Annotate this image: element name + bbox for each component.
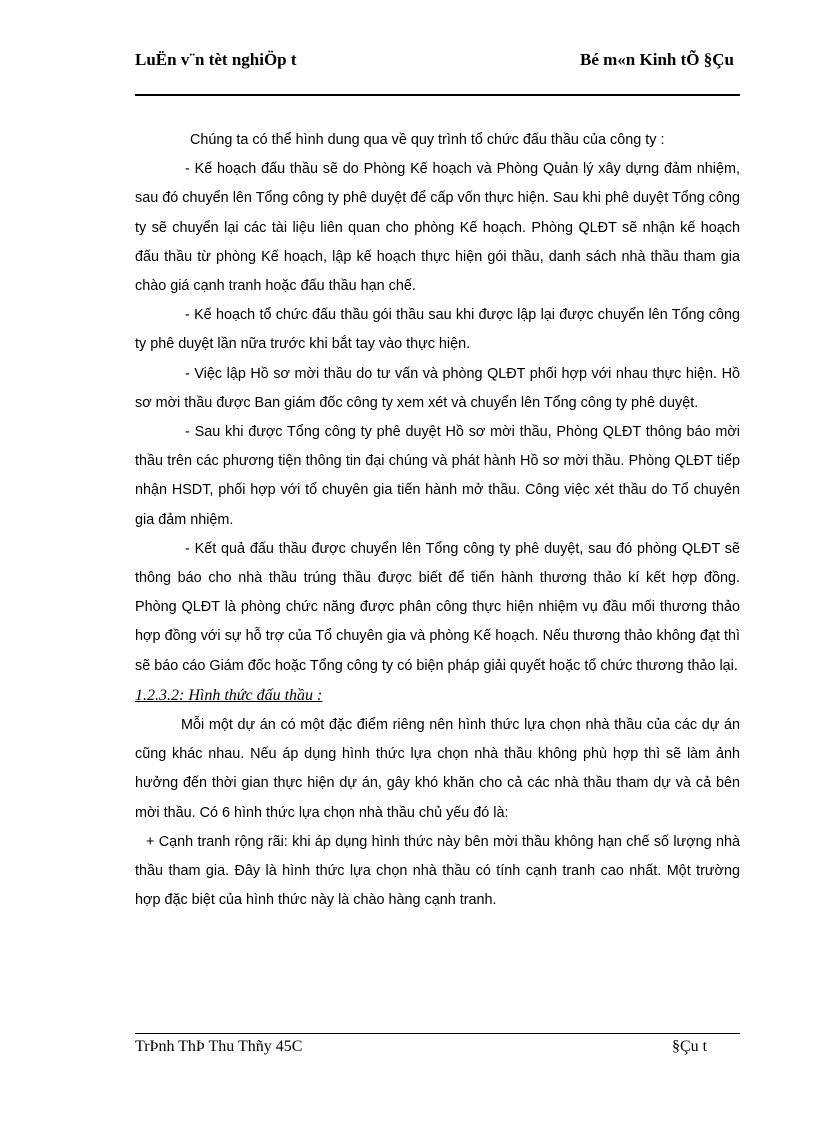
paragraph-bid-announcement: - Sau khi được Tổng công ty phê duyệt Hồ sơ mời thầu, Phòng QLĐT thông báo mời thầu trên các phương tiện thông tin đại chúng và phát hành Hồ sơ mời thầu. Phòng QLĐT tiếp nhận HSDT, phối hợp với tổ chuyên gia tiến hành mở thầu. Công việc xét thầu do Tổ chuyên gia đảm nhiệm. [135, 424, 740, 528]
footer-major: §Çu t [672, 1038, 708, 1055]
paragraph-bid-documents: - Việc lập Hồ sơ mời thầu do tư vấn và phòng QLĐT phối hợp với nhau thực hiện. Hồ sơ mời thầu được Ban giám đốc công ty xem xét và chuyển lên Tổng công ty phê duyệt. [135, 365, 740, 411]
header-thesis-title: LuËn v¨n tèt nghiÖp t [135, 50, 297, 69]
paragraph-bidding-forms: Mỗi một dự án có một đặc điểm riêng nên hình thức lựa chọn nhà thầu của các dự án cũng khác nhau. Nếu áp dụng hình thức lựa chọn nhà thầu không phù hợp thì sẽ làm ảnh hưởng đến thời gian thực hiện dự án, gây khó khăn cho cả các nhà thầu tham dự và cả bên mời thầu. Có 6 hình thức lựa chọn nhà thầu chủ yếu đó là: [135, 717, 740, 821]
page-header [135, 48, 740, 96]
section-heading [135, 681, 740, 711]
header-department: Bé m«n Kinh tÕ §Çu [580, 50, 734, 69]
section-heading-text: 1.2.3.2: Hình thức đấu thầu : [135, 686, 323, 704]
document-body [135, 126, 740, 915]
paragraph-plan: - Kế hoạch đấu thầu sẽ do Phòng Kế hoạch và Phòng Quản lý xây dựng đảm nhiệm, sau đó chuyển lên Tổng công ty phê duyệt để cấp vốn thực hiện. Sau khi phê duyệt Tổng công ty sẽ chuyển lại các tài liệu liên quan cho phòng Kế hoạch. Phòng QLĐT sẽ nhận kế hoạch đấu thầu từ phòng Kế hoạch, lập kế hoạch thực hiện gói thầu, danh sách nhà thầu tham gia chào giá cạnh tranh hoặc đấu thầu hạn chế. [135, 161, 740, 295]
paragraph-plan-approval: - Kế hoạch tổ chức đấu thầu gói thầu sau khi được lập lại được chuyển lên Tổng công ty phê duyệt lần nữa trước khi bắt tay vào thực hiện. [135, 307, 740, 353]
footer-divider [135, 1033, 740, 1034]
paragraph-open-competition: + Cạnh tranh rộng rãi: khi áp dụng hình thức này bên mời thầu không hạn chế số lượng nhà thầu tham gia. Đây là hình thức lựa chọn nhà thầu có tính cạnh tranh cao nhất. Một trường hợp đặc biệt của hình thức này là chào hàng cạnh tranh. [135, 833, 740, 909]
intro-paragraph: Chúng ta có thể hình dung qua về quy trình tổ chức đấu thầu của công ty : [190, 132, 665, 148]
paragraph-bid-results: - Kết quả đấu thầu được chuyển lên Tổng công ty phê duyệt, sau đó phòng QLĐT sẽ thông báo cho nhà thầu trúng thầu được biết để tiến hành thương thảo kí kết hợp đồng. Phòng QLĐT là phòng chức năng được phân công thực hiện nhiệm vụ đầu mối thương thảo hợp đồng với sự hỗ trợ của Tổ chuyên gia và phòng Kế hoạch. Nếu thương thảo không đạt thì sẽ báo cáo Giám đốc hoặc Tổng công ty có biện pháp giải quyết hoặc tổ chức thương thảo lại. [135, 540, 740, 674]
footer-author: TrÞnh ThÞ Thu Thñy 45C [135, 1038, 303, 1055]
